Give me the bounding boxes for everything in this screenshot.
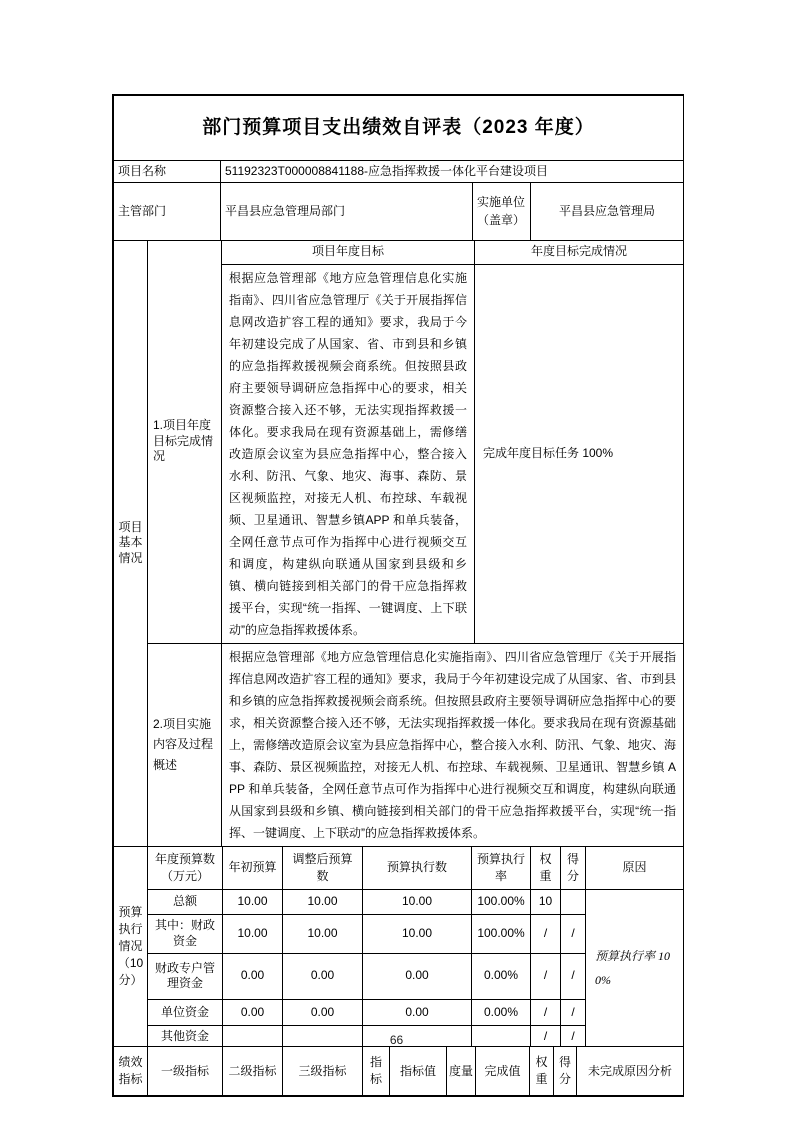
basic-row2-label: 2.项目实施内容及过程概述 (148, 643, 222, 846)
budget-cell-weight: / (531, 999, 561, 1025)
perf-header-completion: 完成值 (476, 1047, 530, 1096)
budget-header-executed: 预算执行数 (363, 846, 472, 889)
budget-cell-score: / (561, 914, 586, 953)
basic-row1-label: 1.项目年度目标完成情况 (148, 240, 222, 643)
goal-header-row (114, 240, 684, 264)
budget-cell-rate: 100.00% (472, 889, 531, 914)
budget-cell-initial: 10.00 (223, 914, 283, 953)
budget-row-total (114, 889, 684, 914)
budget-cell-score: / (561, 953, 586, 999)
budget-cell-score (561, 889, 586, 914)
evaluation-table (113, 95, 683, 1096)
title-row (114, 96, 684, 161)
budget-header-score: 得分 (561, 846, 586, 889)
project-name-value: 51192323T000008841188-应急指挥救援一体化平台建设项目 (221, 161, 684, 183)
perf-header-score: 得分 (554, 1047, 577, 1096)
budget-cell-executed: 0.00 (363, 953, 472, 999)
perf-header-row (114, 1047, 684, 1096)
completion-text: 完成年度目标任务 100% (475, 264, 684, 643)
basic-section-label: 项目基本情况 (114, 240, 148, 846)
perf-header-indicator-value: 指标值 (390, 1047, 447, 1096)
budget-cell-weight: / (531, 914, 561, 953)
basic-table (113, 240, 684, 847)
budget-cell-score: / (561, 1025, 586, 1047)
project-name-label: 项目名称 (114, 161, 221, 183)
perf-table (113, 1046, 684, 1096)
goal-text: 根据应急管理部《地方应急管理信息化实施指南》、四川省应急管理厅《关于开展指挥信息网改造扩容工程的通知》要求，我局于今年初建设完成了从国家、省、市到县和乡镇的应急指挥救援视频会商系统。但按照县政府主要领导调研应急指挥中心的要求，相关资源整合接入还不够，无法实现指挥救援一体化。要求我局在现有资源基础上，需修缮改造原会议室为县应急指挥中心，整合接入水利、防汛、气象、地灾、海事、森防、景区视频监控，对接无人机、布控球、车载视频、卫星通讯、智慧乡镇APP 和单兵装备，全网任意节点可作为指挥中心进行视频交互和调度，构建纵向联通从国家到县级和乡镇、横向链接到相关部门的骨干应急指挥救援平台，实现“统一指挥、一键调度、上下联动”的应急指挥救援体系。 (222, 264, 475, 643)
budget-header-annual: 年度预算数（万元） (148, 846, 223, 889)
budget-cell-adjusted: 10.00 (283, 889, 363, 914)
dept-label: 主管部门 (114, 182, 221, 240)
budget-cell-adjusted: 0.00 (283, 953, 363, 999)
budget-row-label: 其中：财政资金 (148, 914, 223, 953)
dept-value: 平昌县应急管理局部门 (221, 182, 473, 240)
budget-row-label: 其他资金 (148, 1025, 223, 1047)
budget-cell-executed: 10.00 (363, 914, 472, 953)
budget-section-label: 预算执行情况（10分） (114, 846, 148, 1047)
document-title: 部门预算项目支出绩效自评表（2023 年度） (114, 96, 684, 161)
perf-header-weight: 权重 (530, 1047, 554, 1096)
budget-cell-weight: / (531, 1025, 561, 1047)
budget-cell-executed: 0.00 (363, 999, 472, 1025)
budget-cell-adjusted: 10.00 (283, 914, 363, 953)
budget-header-initial: 年初预算 (223, 846, 283, 889)
impl-unit-label: 实施单位（盖章） (473, 182, 531, 240)
budget-cell-adjusted: 0.00 (283, 999, 363, 1025)
budget-header-adjusted: 调整后预算数 (283, 846, 363, 889)
perf-header-measure: 度量 (447, 1047, 476, 1096)
budget-row-label: 财政专户管理资金 (148, 953, 223, 999)
budget-row-label: 总额 (148, 889, 223, 914)
budget-header-rate: 预算执行率 (472, 846, 531, 889)
page-number: 66 (389, 1033, 404, 1047)
info-table (113, 95, 684, 241)
budget-header-reason: 原因 (586, 846, 684, 889)
impl-text: 根据应急管理部《地方应急管理信息化实施指南》、四川省应急管理厅《关于开展指挥信息网改造扩容工程的通知》要求，我局于今年初建设完成了从国家、省、市到县和乡镇的应急指挥救援视频会商系统。但按照县政府主要领导调研应急指挥中心的要求，相关资源整合接入还不够，无法实现指挥救援一体化。要求我局在现有资源基础上，需修缮改造原会议室为县应急指挥中心，整合接入水利、防汛、气象、地灾、海事、森防、景区视频监控，对接无人机、布控球、车载视频、卫星通讯、智慧乡镇 APP 和单兵装备，全网任意节点可作为指挥中心进行视频交互和调度，构建纵向联通从国家到县级和乡镇、横向链接到相关部门的骨干应急指挥救援平台，实现“统一指挥、一键调度、上下联动”的应急指挥救援体系。 (222, 643, 684, 846)
goal-header: 项目年度目标 (222, 240, 475, 264)
budget-cell-rate: 0.00% (472, 999, 531, 1025)
budget-cell-weight: 10 (531, 889, 561, 914)
perf-header-level1: 一级指标 (148, 1047, 223, 1096)
budget-header-row (114, 846, 684, 889)
budget-cell-weight: / (531, 953, 561, 999)
perf-header-indicator: 指标 (363, 1047, 390, 1096)
perf-section-label: 绩效指标 (114, 1047, 148, 1096)
budget-reason-note: 预算执行率 100% (586, 889, 684, 1047)
budget-cell-rate: 0.00% (472, 953, 531, 999)
budget-cell-rate: 100.00% (472, 914, 531, 953)
impl-unit-value: 平昌县应急管理局 (531, 182, 684, 240)
impl-row (114, 643, 684, 846)
perf-header-level2: 二级指标 (223, 1047, 283, 1096)
budget-cell-executed: 10.00 (363, 889, 472, 914)
budget-cell-initial: 0.00 (223, 999, 283, 1025)
budget-cell-initial: 0.00 (223, 953, 283, 999)
completion-header: 年度目标完成情况 (475, 240, 684, 264)
budget-cell-initial: 10.00 (223, 889, 283, 914)
budget-table (113, 846, 684, 1048)
dept-row (114, 182, 684, 240)
perf-header-unfinished-reason: 未完成原因分析 (577, 1047, 684, 1096)
budget-cell-score: / (561, 999, 586, 1025)
project-name-row (114, 161, 684, 183)
perf-header-level3: 三级指标 (283, 1047, 363, 1096)
budget-header-weight: 权重 (531, 846, 561, 889)
budget-row-label: 单位资金 (148, 999, 223, 1025)
